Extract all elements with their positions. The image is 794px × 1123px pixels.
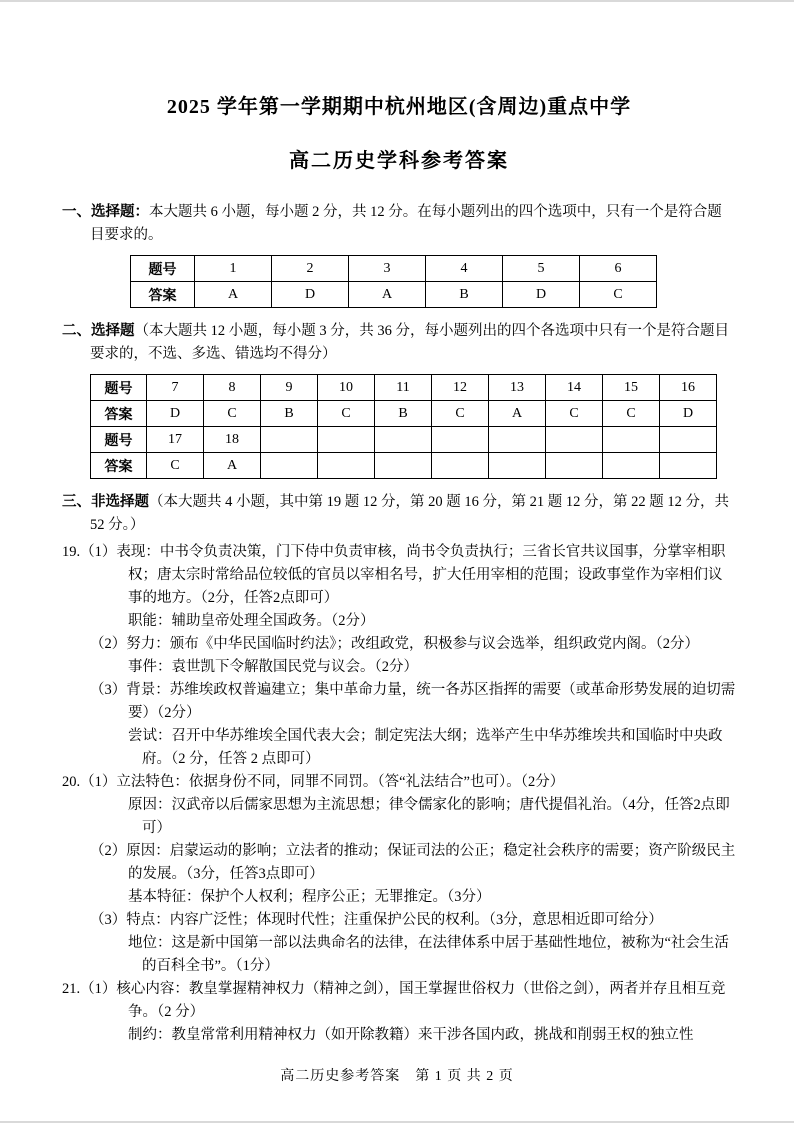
section1-heading-label: 一、选择题： xyxy=(62,204,149,220)
table-cell xyxy=(489,453,546,479)
answer-line: （2）努力：颁布《中华民国临时约法》；改组政党，积极参与议会选举，组织政党内阁。（2分） xyxy=(90,636,699,652)
table-cell xyxy=(603,453,660,479)
table-row xyxy=(91,375,717,401)
answer-line: 职能：辅助皇帝处理全国政务。（2分） xyxy=(128,613,375,629)
table-cell xyxy=(375,427,432,453)
table-cell: B xyxy=(261,401,318,427)
table-row xyxy=(91,453,717,479)
table-cell xyxy=(603,427,660,453)
table-cell: 5 xyxy=(503,256,580,282)
section3-heading-text: （本大题共 4 小题，其中第 19 题 12 分，第 20 题 16 分，第 21 题 12 分，第 22 题 12 分，共 52 分。） xyxy=(90,494,729,533)
table-cell: 15 xyxy=(603,375,660,401)
answer-line: （3）特点：内容广泛性；体现时代性；注重保护公民的权利。（3分，意思相近即可给分） xyxy=(90,912,663,928)
table-cell: C xyxy=(204,401,261,427)
answer-table-2 xyxy=(90,374,717,479)
row-label: 答案 xyxy=(131,282,195,308)
table-cell: 12 xyxy=(432,375,489,401)
answer-line: 原因：汉武帝以后儒家思想为主流思想；律令儒家化的影响；唐代提倡礼治。（4分，任答2点即可） xyxy=(128,797,730,836)
table-row xyxy=(131,256,657,282)
table-cell: 4 xyxy=(426,256,503,282)
table-cell xyxy=(318,453,375,479)
section2-heading-text: （本大题共 12 小题，每小题 3 分，共 36 分，每小题列出的四个各选项中只有一个是符合题目要求的，不选、多选、错选均不得分） xyxy=(90,323,729,362)
page-footer: 高二历史参考答案 第 1 页 共 2 页 xyxy=(280,1069,514,1084)
answer-table-1 xyxy=(130,255,657,308)
table-cell: 7 xyxy=(147,375,204,401)
section3-heading-label: 三、非选择题 xyxy=(62,494,149,510)
table-cell: A xyxy=(489,401,546,427)
table-cell xyxy=(432,427,489,453)
section1-heading xyxy=(62,201,736,247)
table-cell xyxy=(432,453,489,479)
table-cell: 14 xyxy=(546,375,603,401)
table-cell xyxy=(546,427,603,453)
answer-line: 尝试：召开中华苏维埃全国代表大会；制定宪法大纲；选举产生中华苏维埃共和国临时中央政府。（2 分，任答 2 点即可） xyxy=(128,728,723,767)
table-cell: C xyxy=(546,401,603,427)
table-cell: 16 xyxy=(660,375,717,401)
answer-line: 基本特征：保护个人权利；程序公正；无罪推定。（3分） xyxy=(128,889,491,905)
page-title: 2025 学年第一学期期中杭州地区(含周边)重点中学 xyxy=(166,96,632,118)
section2-heading-label: 二、选择题 xyxy=(62,323,135,339)
page-content xyxy=(0,2,794,1047)
row-label: 答案 xyxy=(91,401,147,427)
row-label: 题号 xyxy=(131,256,195,282)
answer-line: （2）原因：启蒙运动的影响；立法者的推动；保证司法的公正；稳定社会秩序的需要；资产阶级民主的发展。（3分，任答3点即可） xyxy=(90,843,736,882)
table-row xyxy=(91,401,717,427)
table-cell: C xyxy=(580,282,657,308)
answer-line: 制约：教皇常常利用精神权力（如开除教籍）来干涉各国内政，挑战和削弱王权的独立性 xyxy=(128,1027,694,1043)
row-label: 题号 xyxy=(91,427,147,453)
answer-line: 20.（1）立法特色：依据身份不同，同罪不同罚。（答“礼法结合”也可）。（2分） xyxy=(62,774,565,790)
section1-heading-text: 本大题共 6 小题，每小题 2 分，共 12 分。在每小题列出的四个选项中，只有一个是符合题目要求的。 xyxy=(90,204,722,243)
table-cell xyxy=(660,453,717,479)
table-cell: D xyxy=(503,282,580,308)
section3-heading xyxy=(62,491,736,537)
answer-line: 19.（1）表现：中书令负责决策，门下侍中负责审核，尚书令负责执行；三省长官共议国事，分掌宰相职权；唐太宗时常给品位较低的官员以宰相名号，扩大任用宰相的范围；设政事堂作为宰相们议事的地方。（2分，任答2点即可） xyxy=(62,544,726,606)
answer-line: （3）背景：苏维埃政权普遍建立；集中革命力量，统一各苏区指挥的需要（或革命形势发展的迫切需要）（2分） xyxy=(90,682,736,721)
table-cell: 8 xyxy=(204,375,261,401)
table-cell: 11 xyxy=(375,375,432,401)
table-cell: 1 xyxy=(195,256,272,282)
answer-lines xyxy=(62,541,736,1047)
table-cell: D xyxy=(660,401,717,427)
table-cell xyxy=(375,453,432,479)
table-cell: 10 xyxy=(318,375,375,401)
answer-line: 地位：这是新中国第一部以法典命名的法律，在法律体系中居于基础性地位，被称为“社会生活的百科全书”。（1分） xyxy=(128,935,729,974)
table-cell: C xyxy=(432,401,489,427)
table-cell: B xyxy=(426,282,503,308)
table-cell: C xyxy=(147,453,204,479)
table-cell xyxy=(489,427,546,453)
table-cell: 3 xyxy=(349,256,426,282)
table-cell: D xyxy=(272,282,349,308)
row-label: 答案 xyxy=(91,453,147,479)
table-cell: C xyxy=(603,401,660,427)
table-cell: A xyxy=(204,453,261,479)
answer-line: 事件：袁世凯下令解散国民党与议会。（2分） xyxy=(128,659,418,675)
table-cell: D xyxy=(147,401,204,427)
table-cell xyxy=(546,453,603,479)
table-cell xyxy=(261,427,318,453)
table-cell: A xyxy=(195,282,272,308)
table-cell: 2 xyxy=(272,256,349,282)
table-cell: B xyxy=(375,401,432,427)
table-cell: 9 xyxy=(261,375,318,401)
table-row xyxy=(131,282,657,308)
table-cell: 13 xyxy=(489,375,546,401)
table-cell: C xyxy=(318,401,375,427)
table-cell xyxy=(318,427,375,453)
table-cell: A xyxy=(349,282,426,308)
table-cell: 18 xyxy=(204,427,261,453)
answer-line: 21.（1）核心内容：教皇掌握精神权力（精神之剑），国王掌握世俗权力（世俗之剑），两者并存且相互竞争。（2 分） xyxy=(62,981,726,1020)
row-label: 题号 xyxy=(91,375,147,401)
table-cell: 17 xyxy=(147,427,204,453)
section2-heading xyxy=(62,320,736,366)
page-subtitle: 高二历史学科参考答案 xyxy=(289,150,509,172)
table-cell xyxy=(261,453,318,479)
table-row xyxy=(91,427,717,453)
table-cell: 6 xyxy=(580,256,657,282)
table-cell xyxy=(660,427,717,453)
